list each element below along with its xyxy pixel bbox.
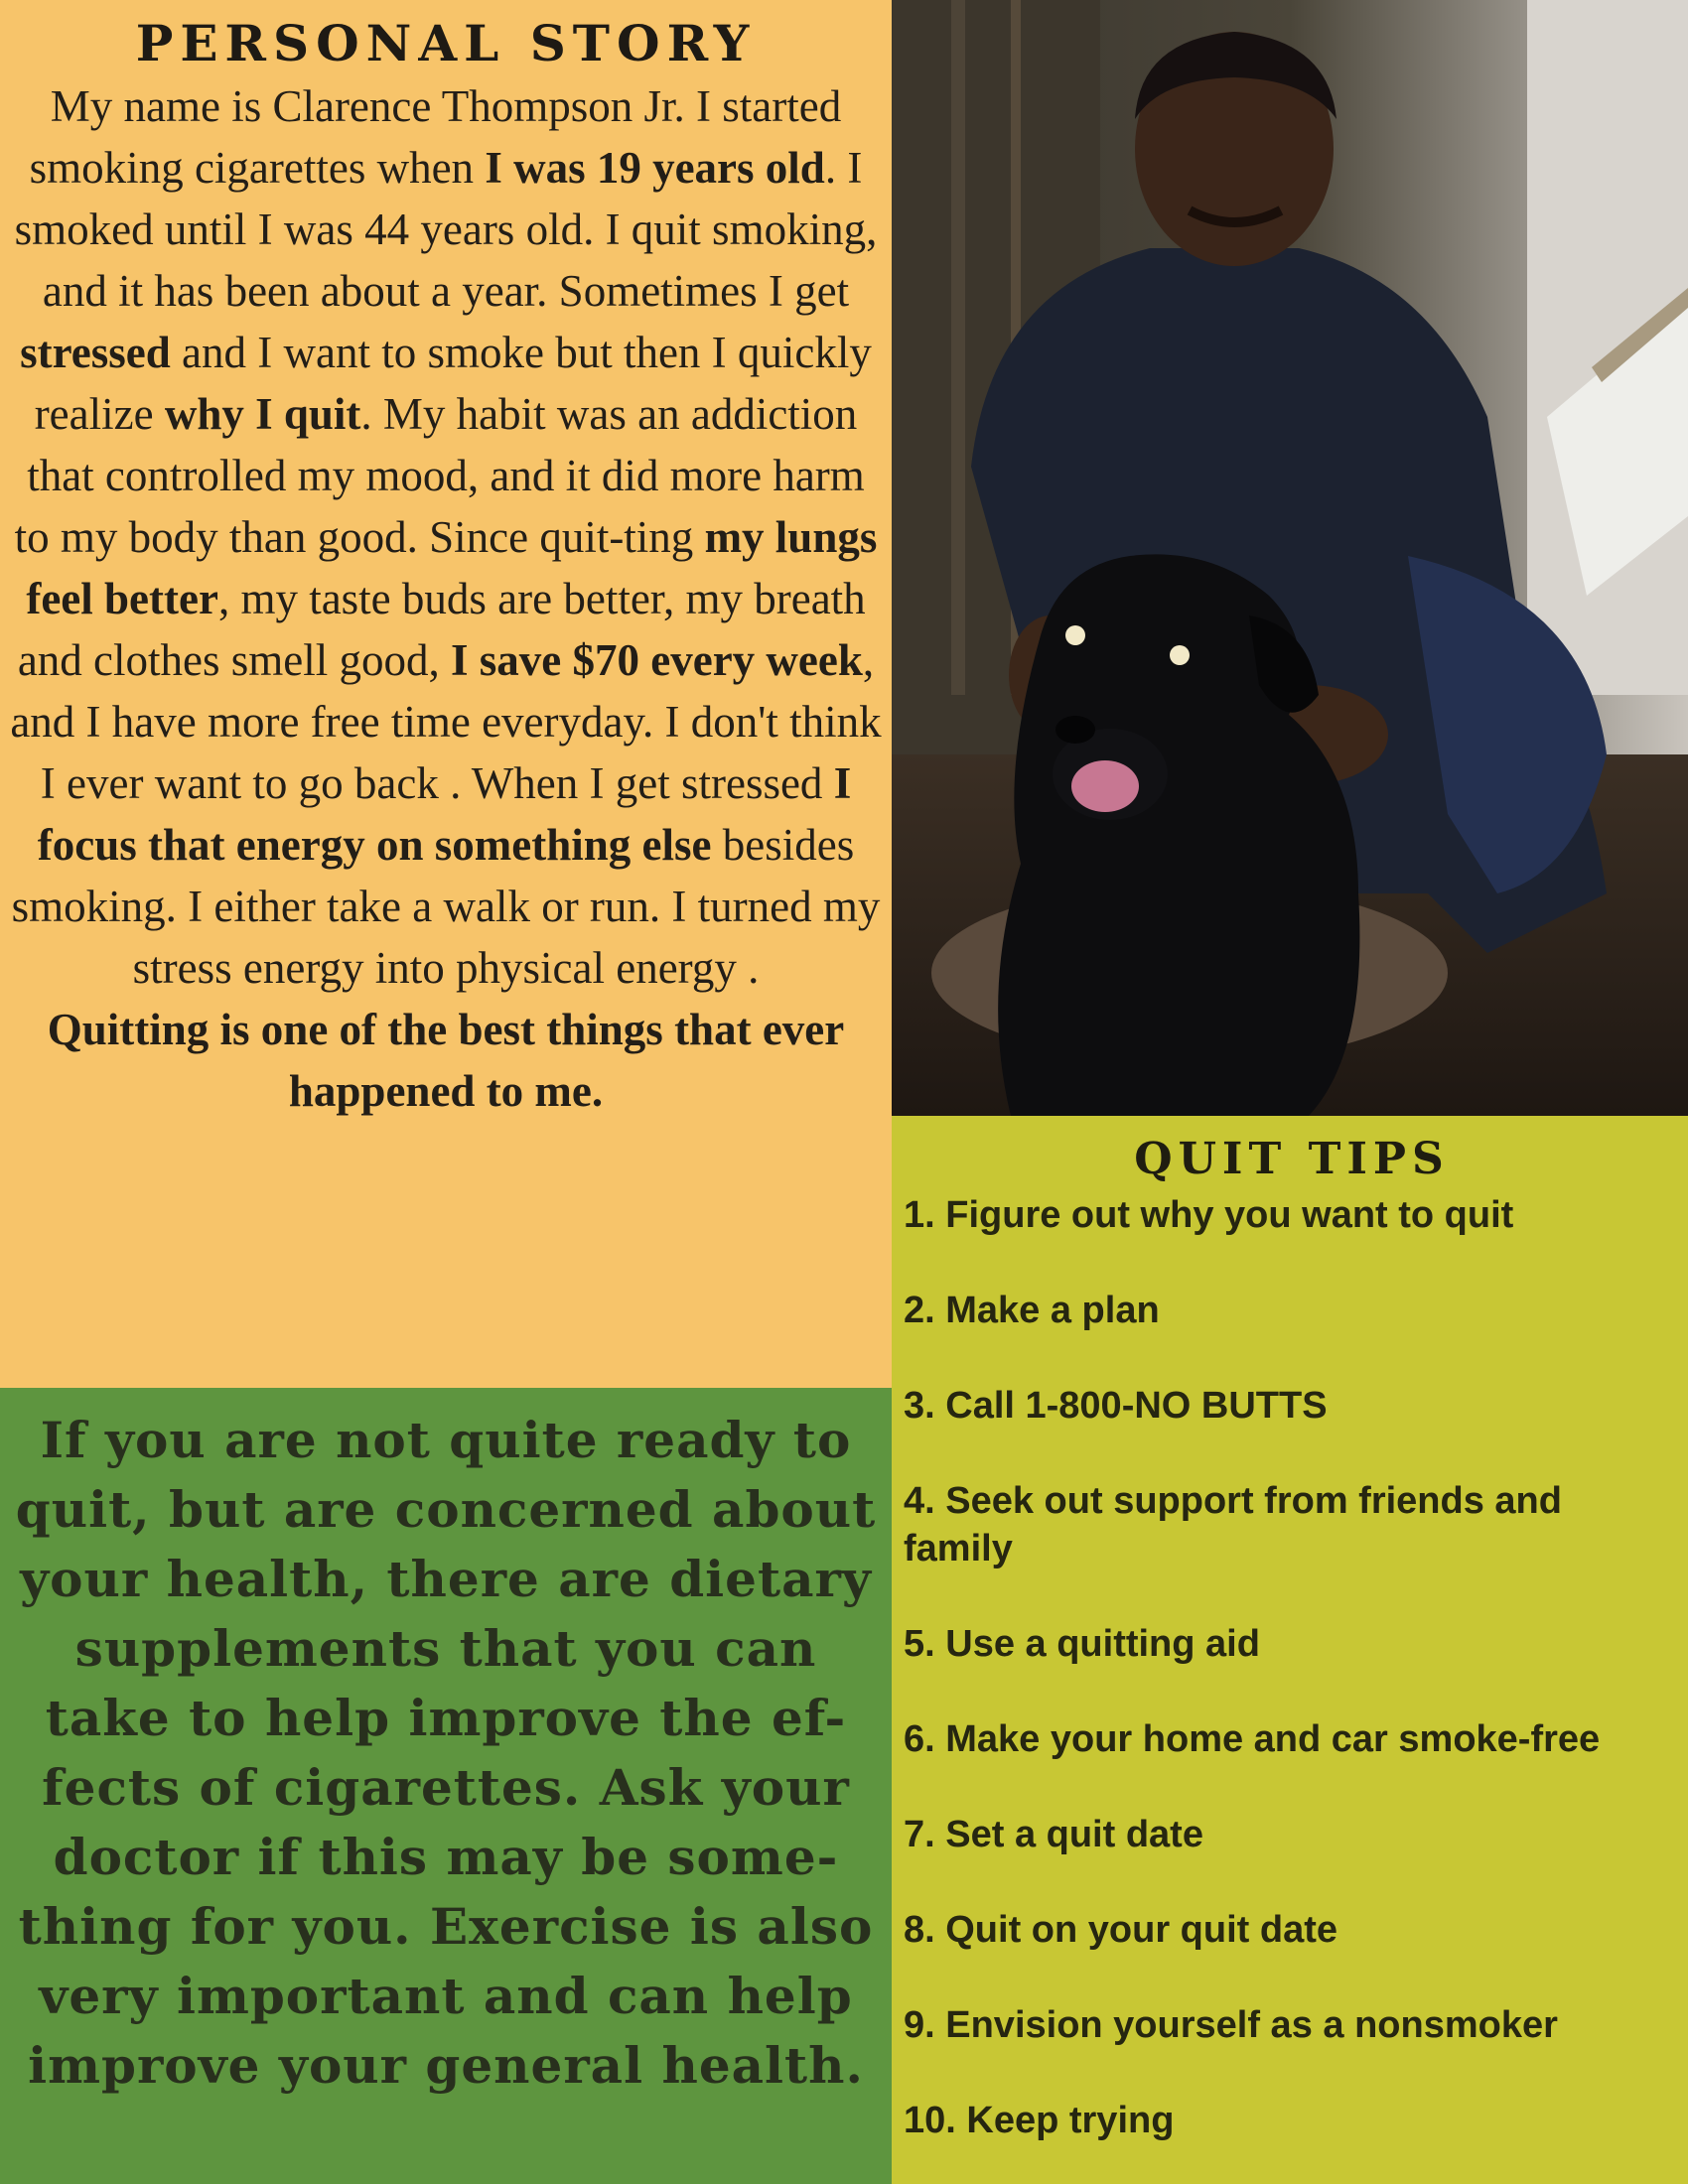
photo-man-with-dog: [892, 0, 1688, 1116]
supplement-text: If you are not quite ready to quit, but are concerned about your health, there are dietary supplements that you can take to help improve the ef-fects of cigarettes. Ask your doctor if this may be some-thing for you. Exercise is also very important and can help improve your general health.: [15, 1411, 877, 2095]
story-text: , my taste buds are better, my breath and clothes smell good,: [17, 574, 866, 685]
quit-tips-title: QUIT TIPS: [1134, 1134, 1450, 1184]
quit-tip-item: 4. Seek out support from friends and family: [904, 1480, 1562, 1570]
story-emphasis: my lungs feel better: [26, 512, 878, 623]
quit-tip-item: 7. Set a quit date: [904, 1814, 1203, 1855]
story-emphasis: stressed: [20, 328, 171, 377]
story-closing: Quitting is one of the best things that ever happened to me.: [47, 1005, 845, 1116]
photo-illustration: [892, 0, 1688, 1116]
story-text: , and I have more free time everyday. I don't think I ever want to go back . When I get stressed: [10, 635, 882, 808]
story-text: . I smoked until I was 44 years old. I quit smoking, and it has been about a year. Sometimes I get: [14, 143, 878, 316]
supplement-panel: [0, 1388, 892, 2184]
story-text: and I want to smoke but then I quickly realize: [34, 328, 872, 439]
story-title: PERSONAL STORY: [135, 14, 757, 72]
story-emphasis: I focus that energy on something else: [37, 758, 852, 870]
quit-tip-item: 6. Make your home and car smoke-free: [904, 1718, 1601, 1760]
story-body: [10, 75, 882, 999]
quit-tips-list: [904, 1191, 1680, 2144]
quit-tip-item: 8. Quit on your quit date: [904, 1909, 1337, 1951]
quit-tip-item: 2. Make a plan: [904, 1290, 1160, 1331]
quit-tip-item: 10. Keep trying: [904, 2100, 1175, 2141]
story-emphasis: I save $70 every week: [451, 635, 863, 685]
quit-tip-item: 5. Use a quitting aid: [904, 1623, 1260, 1665]
quit-tip-item: 9. Envision yourself as a nonsmoker: [904, 2004, 1558, 2046]
story-emphasis: why I quit: [164, 389, 361, 439]
story-text: My name is Clarence Thompson Jr. I started smoking cigarettes when: [29, 81, 842, 193]
story-emphasis: I was 19 years old: [485, 143, 825, 193]
story-text: besides smoking. I either take a walk or run. I turned my stress energy into physical energy .: [11, 820, 881, 993]
quit-tips-panel: [892, 1116, 1688, 2184]
personal-story-panel: [0, 0, 892, 1388]
quit-tip-item: 1. Figure out why you want to quit: [904, 1194, 1514, 1236]
story-text: . My habit was an addiction that controlled my mood, and it did more harm to my body than good. Since quit-ting: [14, 389, 865, 562]
quit-tip-item: 3. Call 1-800-NO BUTTS: [904, 1385, 1328, 1427]
